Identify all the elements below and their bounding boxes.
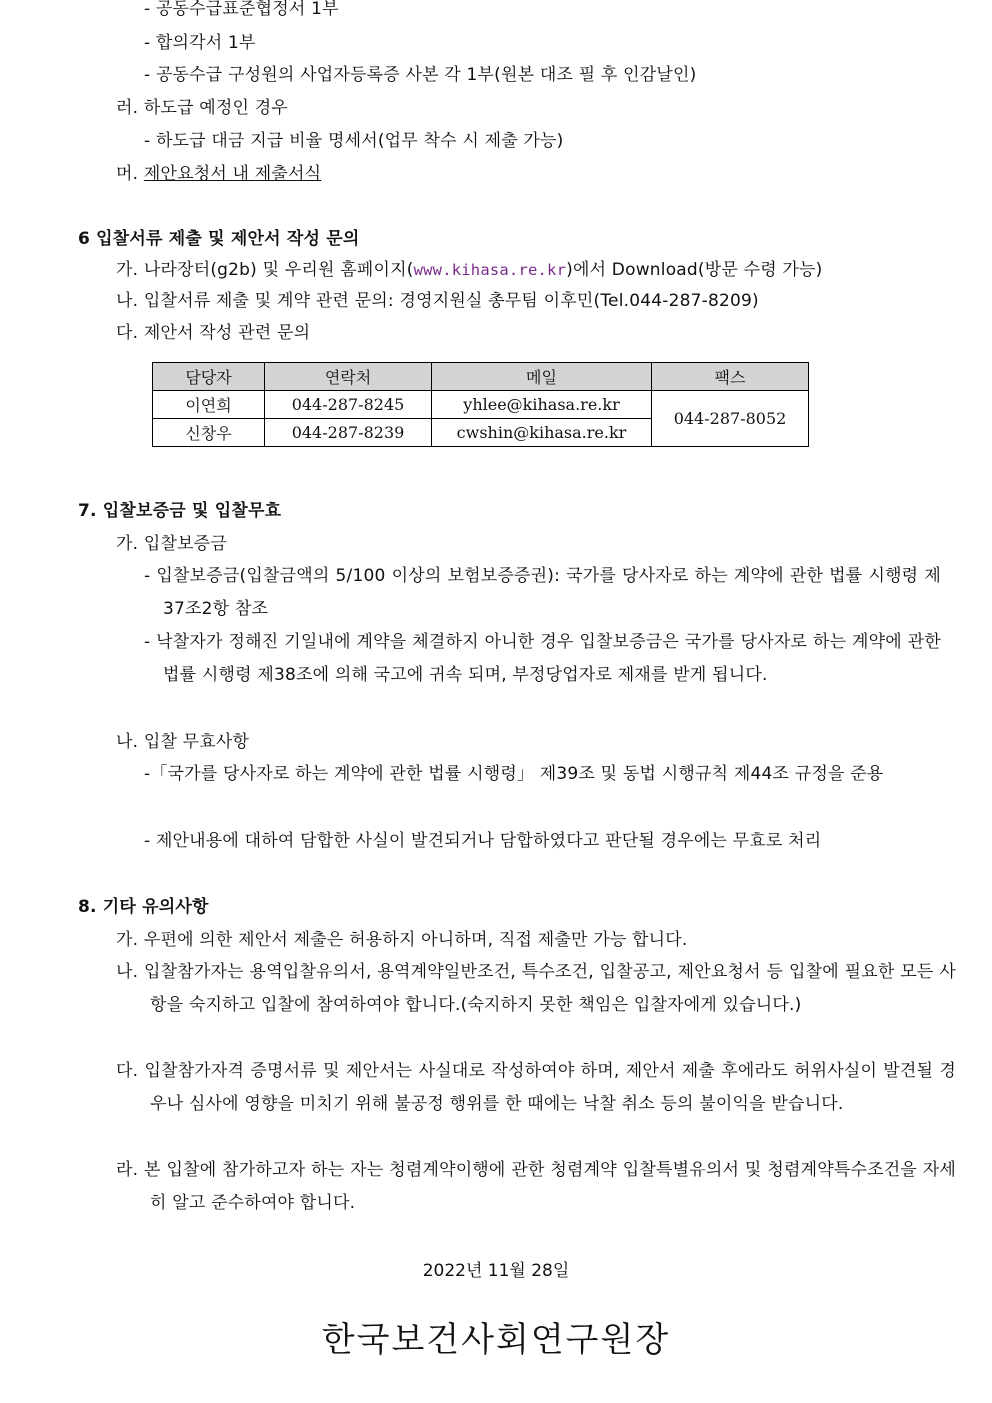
list-item: - 제안내용에 대하여 담합한 사실이 발견되거나 담합하였다고 판단될 경우에는 무효로 처리 — [144, 831, 822, 851]
list-item: 나. 입찰서류 제출 및 계약 관련 문의: 경영지원실 총무팀 이후민(Tel.044-287-8209) — [116, 291, 759, 311]
column-header: 팩스 — [652, 363, 809, 391]
contact-email[interactable]: cwshin@kihasa.re.kr — [432, 419, 652, 447]
signature-title: 한국보건사회연구원장 — [321, 1320, 671, 1360]
section-6-heading: 6 입찰서류 제출 및 제안서 작성 문의 — [78, 229, 360, 249]
list-item — [116, 163, 321, 185]
website-link[interactable]: www.kihasa.re.kr — [413, 261, 567, 279]
list-item: - 공동수급표준협정서 1부 — [144, 0, 339, 19]
contact-email[interactable]: yhlee@kihasa.re.kr — [432, 391, 652, 419]
list-item: - 공동수급 구성원의 사업자등록증 사본 각 1부(원본 대조 필 후 인감날인) — [144, 65, 697, 85]
list-item: 나. 입찰 무효사항 — [116, 732, 250, 752]
section-8-heading: 8. 기타 유의사항 — [78, 897, 209, 917]
contact-phone: 044-287-8245 — [265, 391, 432, 419]
item-prefix: 머. — [116, 164, 144, 184]
table-row — [153, 391, 809, 419]
column-header: 메일 — [432, 363, 652, 391]
list-item: -「국가를 당사자로 하는 계약에 관한 법률 시행령」 제39조 및 동법 시행규칙 제44조 규정을 준용 — [144, 764, 884, 784]
list-item: 라. 본 입찰에 참가하고자 하는 자는 청렴계약이행에 관한 청렴계약 입찰특별유의서 및 청렴계약특수조건을 자세히 알고 준수하여야 합니다. — [116, 1160, 956, 1213]
list-item: 가. 우편에 의한 제안서 제출은 허용하지 아니하며, 직접 제출만 가능 합니다. — [116, 930, 688, 950]
list-item: 다. 제안서 작성 관련 문의 — [116, 323, 311, 343]
submission-forms-link[interactable]: 제안요청서 내 제출서식 — [143, 164, 322, 184]
text: 가. 나라장터(g2b) 및 우리원 홈페이지( — [116, 260, 414, 280]
list-item: 다. 입찰참가자격 증명서류 및 제안서는 사실대로 작성하여야 하며, 제안서 제출 후에라도 허위사실이 발견될 경우나 심사에 영향을 미치기 위해 불공정 행위를 한 때에는 낙찰 취소 등의 불이익을 받습니다. — [116, 1061, 956, 1114]
list-item: 가. 입찰보증금 — [116, 534, 227, 554]
contact-name: 이연희 — [153, 391, 265, 419]
section-7-heading: 7. 입찰보증금 및 입찰무효 — [78, 501, 282, 521]
contact-name: 신창우 — [153, 419, 265, 447]
list-item: - 낙찰자가 정해진 기일내에 계약을 체결하지 아니한 경우 입찰보증금은 국가를 당사자로 하는 계약에 관한 법률 시행령 제38조에 의해 국고에 귀속 되며, 부정당업자로 제재를 받게 됩니다. — [144, 632, 941, 685]
contact-fax: 044-287-8052 — [652, 391, 809, 447]
column-header: 담당자 — [153, 363, 265, 391]
list-item: 러. 하도급 예정인 경우 — [116, 98, 289, 118]
contact-table — [152, 362, 809, 447]
list-item: 나. 입찰참가자는 용역입찰유의서, 용역계약일반조건, 특수조건, 입찰공고, 제안요청서 등 입찰에 필요한 모든 사항을 숙지하고 입찰에 참여하여야 합니다.(숙지하지 못한 책임은 입찰자에게 있습니다.) — [116, 962, 956, 1015]
list-item: - 입찰보증금(입찰금액의 5/100 이상의 보험보증증권): 국가를 당사자로 하는 계약에 관한 법률 시행령 제37조2항 참조 — [144, 566, 941, 619]
text: )에서 Download(방문 수령 가능) — [566, 260, 823, 280]
list-item: - 합의각서 1부 — [144, 33, 256, 53]
document-date: 2022년 11월 28일 — [422, 1261, 570, 1281]
contact-phone: 044-287-8239 — [265, 419, 432, 447]
list-item: - 하도급 대금 지급 비율 명세서(업무 착수 시 제출 가능) — [144, 131, 564, 151]
column-header: 연락처 — [265, 363, 432, 391]
list-item — [116, 259, 823, 281]
